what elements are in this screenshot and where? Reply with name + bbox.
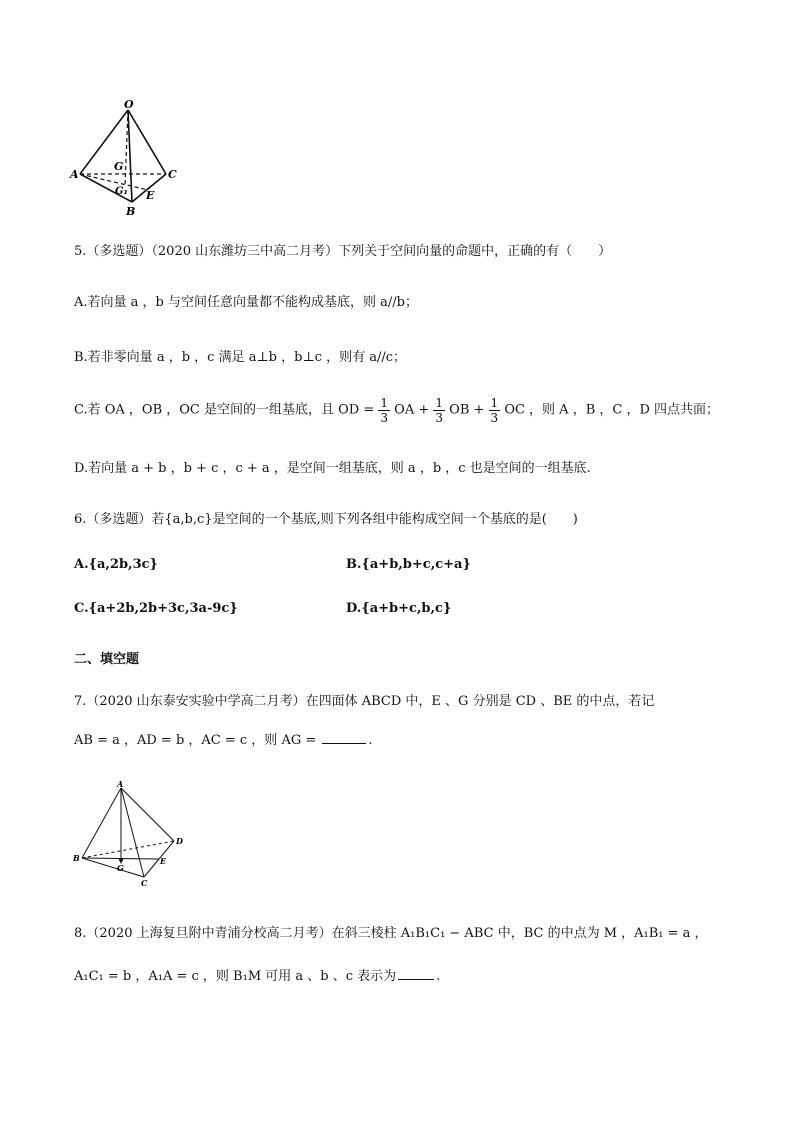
q6-stem: 6.（多选题）若{a,b,c}是空间的一个基底,则下列各组中能构成空间一个基底的是( ) [74, 512, 578, 527]
q8-line-1: 8.（2020 上海复旦附中青浦分校高二月考）在斜三棱柱 A₁B₁C₁ − ABC 中，BC 的中点为 M ，A₁B₁ = a ， [74, 926, 708, 941]
q5-option-b: B.若非零向量 a ，b ，c 满足 a⊥b ，b⊥c ，则有 a//c； [74, 350, 407, 365]
fig2-label-C: C [141, 878, 148, 888]
q8-line-2-text: A₁C₁ = b ，A₁A = c ，则 B₁M 可用 a 、b 、c 表示为 [74, 969, 397, 984]
label-C: C [168, 168, 177, 181]
label-G: G [114, 160, 124, 173]
q6-option-b: B.{a+b,b+c,c+a} [346, 557, 471, 572]
q5-option-c [74, 396, 719, 436]
q6-option-d: D.{a+b+c,b,c} [346, 601, 452, 616]
fraction-3: $\frac{1}{3}$ [490, 396, 499, 425]
fraction-2: $\frac{1}{3}$ [435, 396, 444, 425]
fraction-1: $\frac{1}{3}$ [380, 396, 389, 425]
fig2-label-D: D [176, 836, 183, 846]
q6-option-a: A.{a,2b,3c} [74, 557, 158, 572]
tetrahedron-figure-1 [68, 98, 188, 223]
q5-option-c-mid1: OA + [394, 402, 434, 418]
answer-blank-q8 [398, 967, 434, 980]
q6-option-c: C.{a+2b,2b+3c,3a-9c} [74, 601, 238, 616]
q5-option-c-post: OC ，则 A ，B ，C ，D 四点共面； [504, 402, 720, 418]
label-A: A [70, 168, 79, 181]
fig2-label-A: A [117, 779, 124, 789]
fig2-label-B: B [73, 853, 80, 863]
q5-option-a: A.若向量 a ，b 与空间任意向量都不能构成基底，则 a//b； [74, 295, 418, 310]
q5-option-c-pre: C.若 OA ，OB ，OC 是空间的一组基底，且 OD = [74, 402, 379, 418]
tetrahedron-figure-2 [70, 778, 190, 890]
label-B: B [126, 205, 136, 218]
q5-option-c-mid2: OB + [449, 402, 489, 418]
q5-stem: 5.（多选题）（2020 山东潍坊三中高二月考）下列关于空间向量的命题中，正确的有（ ） [74, 244, 612, 259]
q7-line-2-text: AB = a ，AD = b ，AC = c ，则 AG = [74, 733, 321, 748]
fig2-label-E: E [160, 856, 167, 866]
label-G1: G₁ [115, 186, 128, 197]
section-heading-fill-in: 二、填空题 [74, 652, 140, 667]
answer-blank-q7 [322, 731, 366, 744]
label-O: O [124, 98, 134, 111]
label-E: E [146, 189, 155, 202]
q7-line-2: AB = a ，AD = b ，AC = c ，则 AG = . [74, 733, 373, 748]
q8-line-2: A₁C₁ = b ，A₁A = c ，则 B₁M 可用 a 、b 、c 表示为 . [74, 969, 441, 984]
q7-line-1: 7.（2020 山东泰安实验中学高二月考）在四面体 ABCD 中，E 、G 分别是 CD 、BE 的中点，若记 [74, 694, 655, 709]
q5-option-d: D.若向量 a + b ，b + c ，c + a ，是空间一组基底，则 a ，b ，c 也是空间的一组基底. [74, 461, 591, 476]
fig2-label-G: G [117, 863, 124, 873]
